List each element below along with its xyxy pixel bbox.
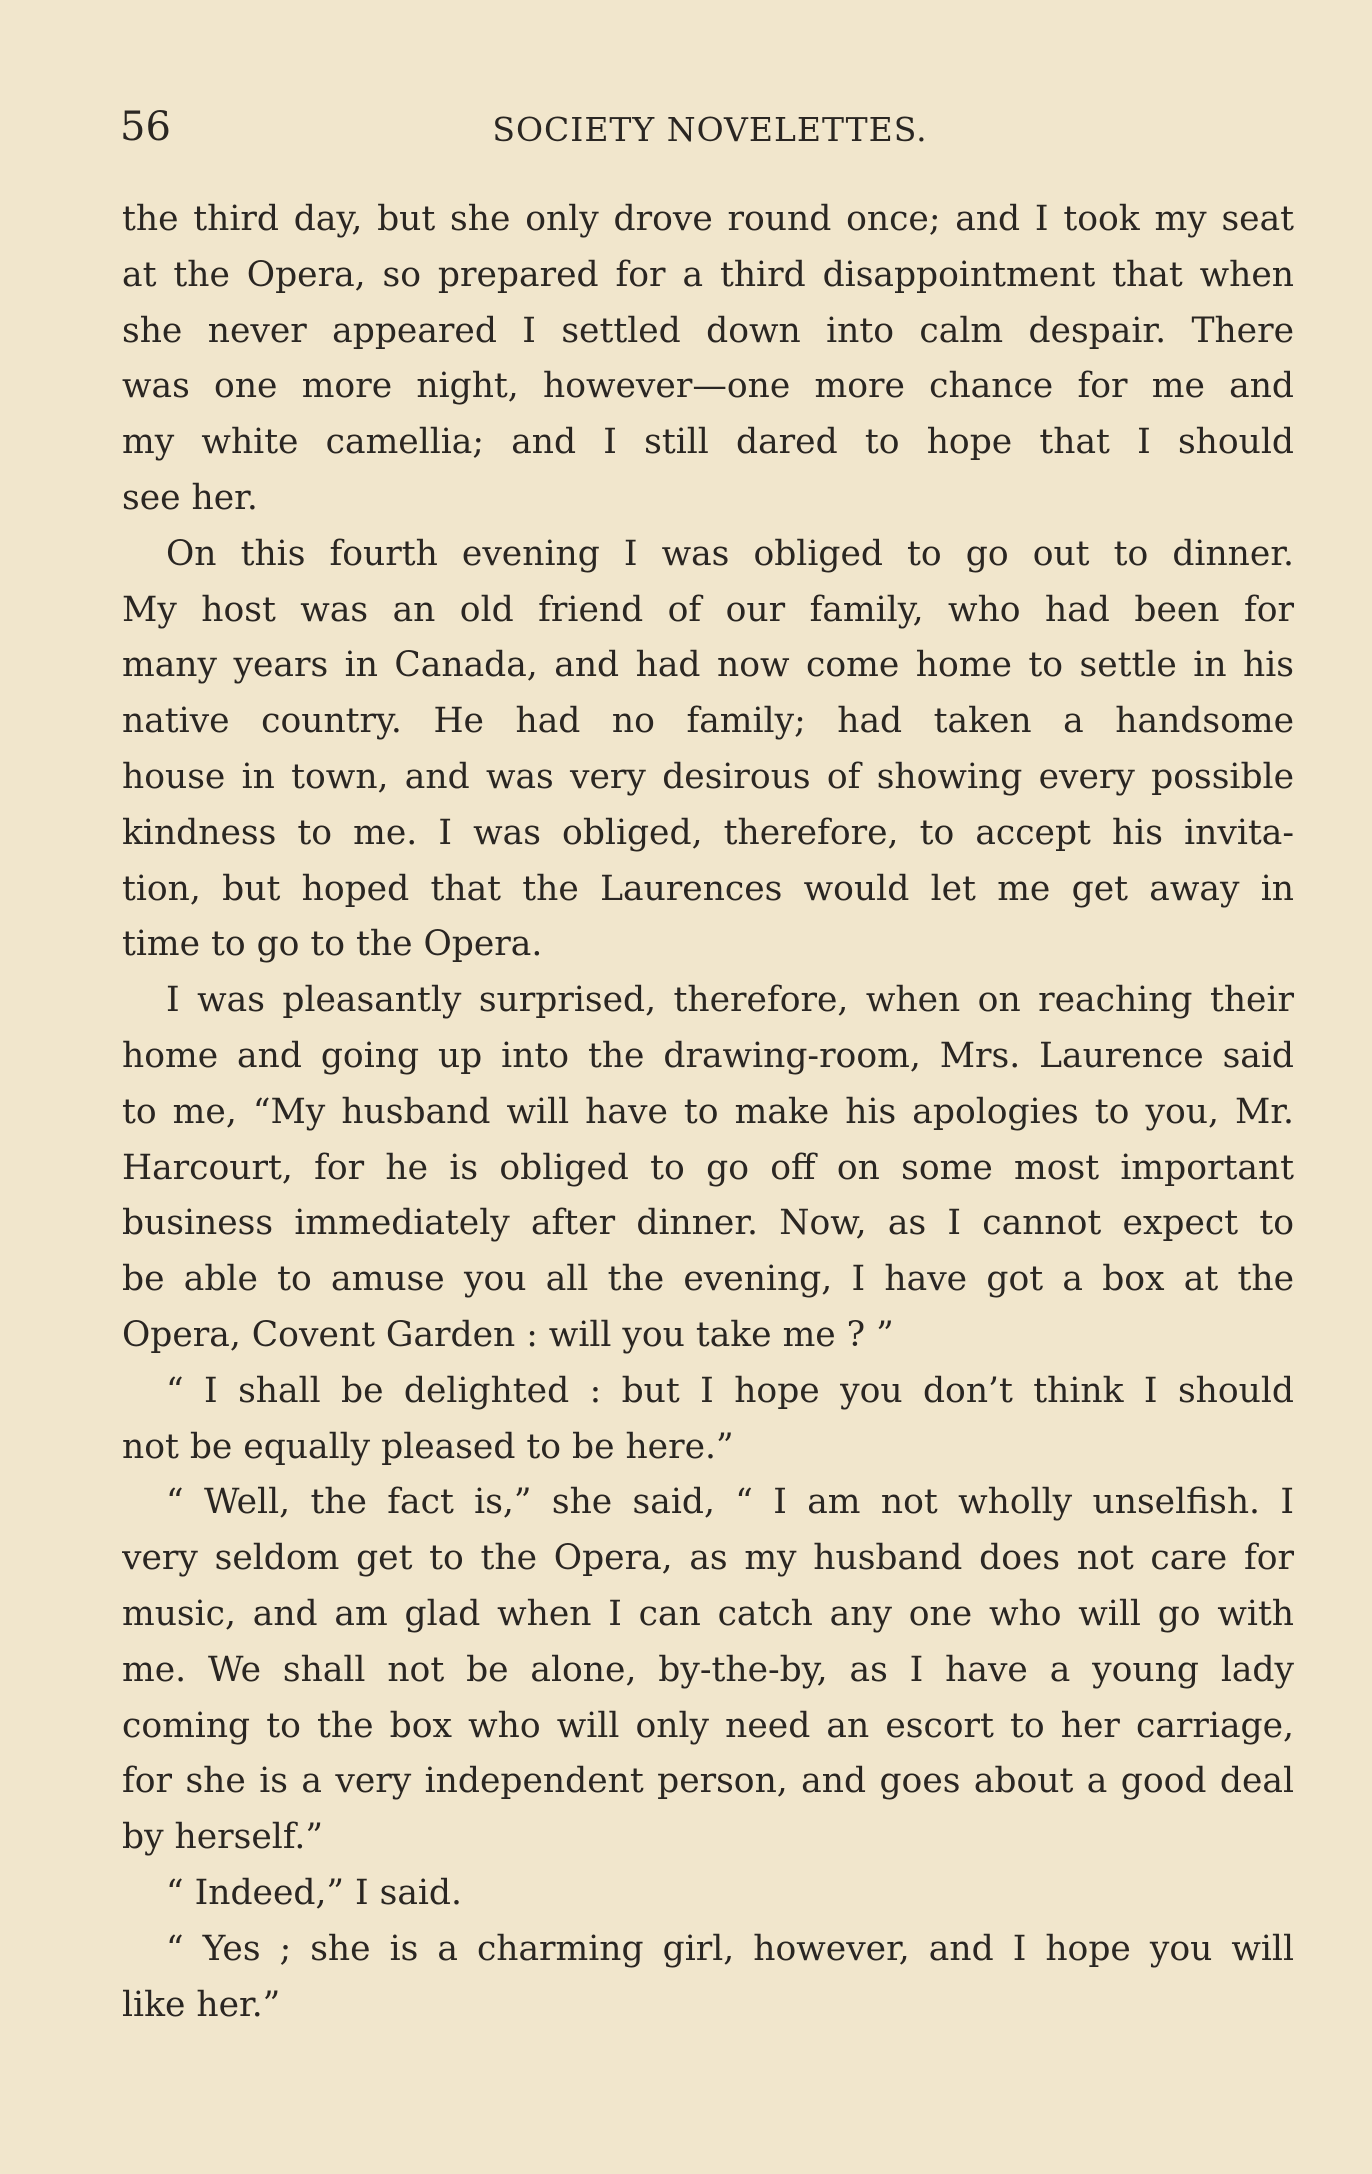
text-line: tion, but hoped that the Laurences would let me get away in: [122, 868, 1294, 909]
text-line: home and going up into the drawing-room, Mrs. Laurence said: [122, 1035, 1294, 1076]
paragraph: [122, 1364, 1294, 1476]
text-line: many years in Canada, and had now come home to settle in his: [122, 645, 1294, 686]
text-line: My host was an old friend of our family, who had been for: [122, 589, 1294, 630]
text-line: for she is a very independent person, and goes about a good deal: [122, 1761, 1294, 1802]
text-line: not be equally pleased to be here.”: [122, 1426, 734, 1467]
paragraph: [122, 1475, 1294, 1866]
text-line: she never appeared I settled down into calm despair. There: [122, 310, 1294, 351]
text-line: like her.”: [122, 1984, 281, 2025]
text-line: very seldom get to the Opera, as my husband does not care for: [122, 1538, 1294, 1579]
text-line: house in town, and was very desirous of showing every possible: [122, 756, 1294, 797]
text-line: I was pleasantly surprised, therefore, when on reaching their: [166, 980, 1294, 1021]
text-line: business immediately after dinner. Now, as I cannot expect to: [122, 1203, 1294, 1244]
text-line: Opera, Covent Garden : will you take me ? ”: [122, 1314, 894, 1355]
paragraph: [122, 973, 1294, 1364]
text-line: was one more night, however—one more chance for me and: [122, 366, 1294, 407]
text-line: native country. He had no family; had taken a handsome: [122, 701, 1294, 742]
text-line: be able to amuse you all the evening, I have got a box at the: [122, 1259, 1294, 1300]
running-title: SOCIETY NOVELETTES.: [492, 110, 928, 149]
text-line: at the Opera, so prepared for a third disappointment that when: [122, 254, 1294, 295]
text-line: music, and am glad when I can catch any one who will go with: [122, 1593, 1294, 1634]
text-line: coming to the box who will only need an escort to her carriage,: [122, 1705, 1294, 1746]
paragraph: [122, 1922, 1294, 2034]
text-line: Harcourt, for he is obliged to go off on some most important: [122, 1147, 1294, 1188]
text-line: kindness to me. I was obliged, therefore, to accept his invita-: [122, 812, 1294, 853]
text-line: “ Yes ; she is a charming girl, however, and I hope you will: [166, 1928, 1294, 1969]
text-line: the third day, but she only drove round once; and I took my seat: [122, 199, 1294, 239]
paragraph: [122, 192, 1294, 527]
paragraph: [122, 527, 1294, 973]
paragraph: [122, 1866, 1294, 1922]
text-line: see her.: [122, 477, 258, 518]
text-line: my white camellia; and I still dared to hope that I should: [122, 422, 1294, 463]
body-text: [122, 192, 1294, 2033]
text-line: time to go to the Opera.: [122, 924, 543, 965]
text-line: On this fourth evening I was obliged to go out to dinner.: [166, 533, 1294, 574]
text-line: “ I shall be delighted : but I hope you don’t think I should: [166, 1370, 1294, 1411]
text-line: to me, “My husband will have to make his apologies to you, Mr.: [122, 1091, 1294, 1132]
text-line: by herself.”: [122, 1817, 323, 1858]
page-number: 56: [120, 104, 171, 150]
text-line: me. We shall not be alone, by-the-by, as I have a young lady: [122, 1649, 1294, 1690]
text-line: “ Well, the fact is,” she said, “ I am not wholly unselfish. I: [166, 1482, 1294, 1523]
page-header: [120, 104, 1300, 164]
text-line: “ Indeed,” I said.: [166, 1872, 462, 1913]
